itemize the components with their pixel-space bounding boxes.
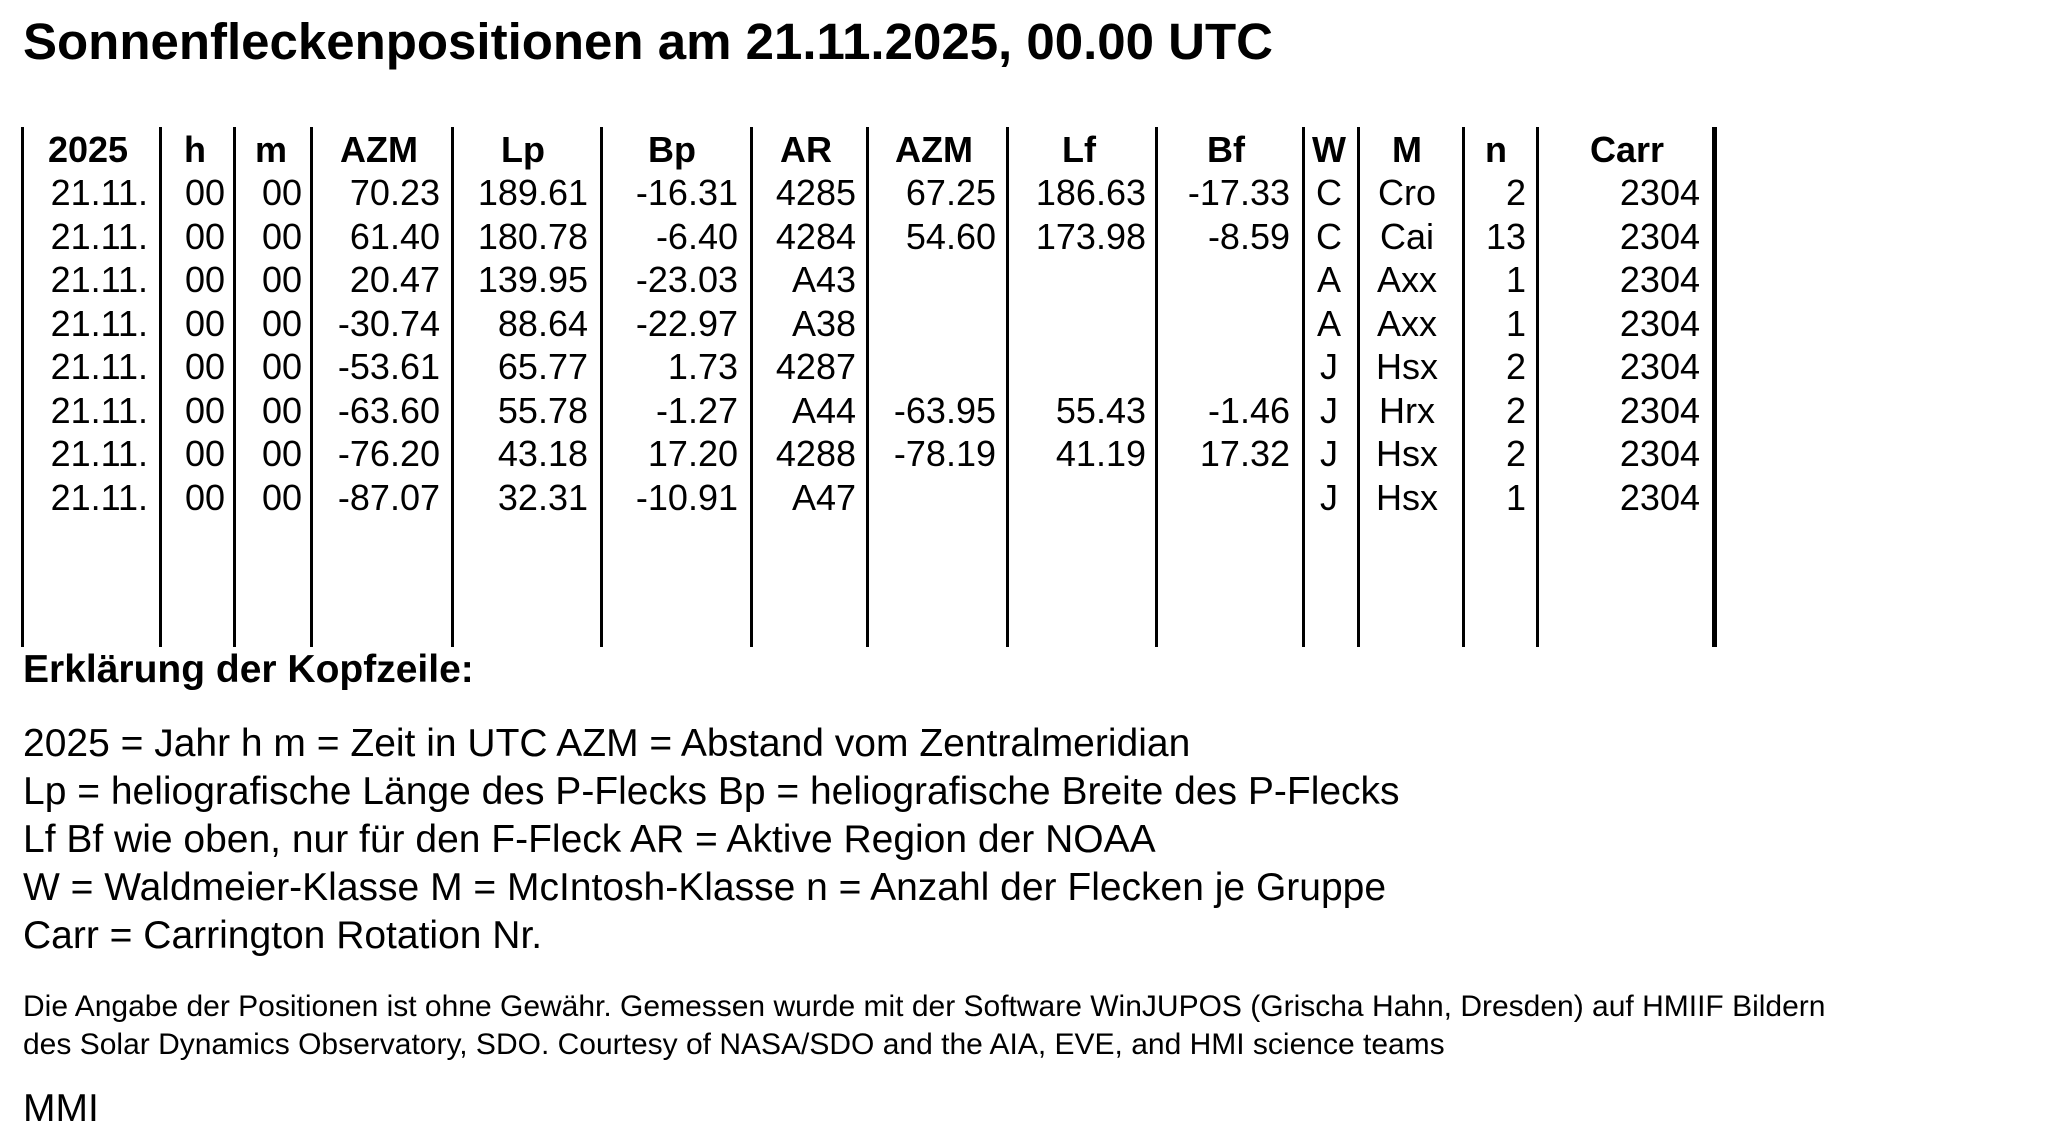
header-hour: h	[184, 129, 206, 170]
cell-carr: 2304	[1619, 346, 1700, 387]
cell-minute: 00	[261, 172, 302, 213]
cell-azm-f: -78.19	[893, 433, 996, 474]
cell-azm-f	[872, 345, 996, 388]
cell-lp: 55.78	[497, 389, 588, 431]
cell-lf	[1012, 258, 1146, 301]
cell-hour: 00	[184, 215, 225, 257]
header-bf: Bf	[1207, 129, 1245, 170]
header-carr: Carr	[1589, 129, 1665, 170]
header-ar: AR	[780, 129, 832, 170]
explanation-heading: Erklärung der Kopfzeile:	[23, 648, 474, 691]
column-divider	[1712, 127, 1717, 647]
cell-azm-f: 67.25	[905, 172, 996, 213]
cell-azm-p: -63.60	[337, 389, 440, 431]
cell-n: 2	[1505, 389, 1526, 431]
cell-carr: 2304	[1619, 433, 1700, 474]
cell-minute: 00	[261, 302, 302, 344]
cell-m: Hsx	[1376, 476, 1438, 518]
cell-minute: 00	[261, 259, 302, 300]
explanation-line: Carr = Carrington Rotation Nr.	[23, 914, 543, 957]
header-n: n	[1485, 129, 1507, 170]
header-azm-f: AZM	[895, 129, 973, 170]
cell-lf	[1012, 345, 1146, 388]
column-divider	[866, 127, 869, 647]
cell-bp: -23.03	[635, 259, 738, 300]
cell-minute: 00	[261, 346, 302, 387]
cell-azm-f	[872, 302, 996, 345]
cell-bp: -10.91	[635, 476, 738, 518]
cell-w: A	[1316, 302, 1341, 344]
cell-bp: -6.40	[655, 215, 738, 257]
cell-lp: 65.77	[497, 346, 588, 387]
cell-carr: 2304	[1619, 259, 1700, 300]
cell-lp: 32.31	[497, 476, 588, 518]
cell-lp: 189.61	[477, 172, 588, 213]
cell-hour: 00	[184, 389, 225, 431]
cell-year: 21.11.	[50, 389, 148, 431]
cell-w: J	[1320, 476, 1338, 518]
cell-lf: 41.19	[1055, 433, 1146, 474]
header-m: M	[1392, 129, 1422, 170]
disclaimer-line: Die Angabe der Positionen ist ohne Gewähr. Gemessen wurde mit der Software WinJUPOS (Grischa Hahn, Dresden) auf HMIIF Bildern	[23, 990, 1826, 1023]
cell-lf	[1012, 476, 1146, 519]
cell-year: 21.11.	[50, 346, 148, 387]
column-divider	[159, 127, 162, 647]
cell-n: 1	[1505, 476, 1526, 518]
cell-w: J	[1320, 346, 1338, 387]
cell-year: 21.11.	[50, 302, 148, 344]
header-w: W	[1312, 129, 1346, 170]
cell-n: 13	[1485, 215, 1526, 257]
cell-n: 1	[1505, 259, 1526, 300]
cell-m: Hsx	[1376, 433, 1438, 474]
cell-azm-p: -76.20	[337, 433, 440, 474]
cell-bf: 17.32	[1199, 433, 1290, 474]
column-divider	[600, 127, 603, 647]
header-bp: Bp	[648, 129, 696, 170]
cell-azm-f: 54.60	[905, 215, 996, 257]
cell-hour: 00	[184, 172, 225, 213]
cell-n: 2	[1505, 433, 1526, 474]
cell-w: C	[1316, 215, 1342, 257]
cell-lf: 173.98	[1035, 215, 1146, 257]
header-year: 2025	[47, 129, 129, 170]
header-lp: Lp	[501, 129, 545, 170]
cell-azm-p: 70.23	[349, 172, 440, 213]
cell-ar: A43	[791, 259, 856, 300]
cell-azm-p: -30.74	[337, 302, 440, 344]
cell-ar: 4287	[775, 346, 856, 387]
cell-azm-f	[872, 258, 996, 301]
cell-azm-p: 20.47	[349, 259, 440, 300]
cell-bf: -17.33	[1187, 172, 1290, 213]
cell-year: 21.11.	[50, 259, 148, 300]
cell-w: A	[1316, 259, 1341, 300]
cell-bf	[1162, 258, 1290, 301]
cell-bp: 17.20	[647, 433, 738, 474]
column-divider	[21, 127, 24, 647]
cell-w: C	[1316, 172, 1342, 213]
cell-bf: -1.46	[1207, 389, 1290, 431]
cell-bf: -8.59	[1207, 215, 1290, 257]
cell-azm-f: -63.95	[893, 389, 996, 431]
cell-m: Cro	[1377, 172, 1436, 213]
cell-bf	[1162, 476, 1290, 519]
header-azm-p: AZM	[340, 129, 418, 170]
cell-minute: 00	[261, 476, 302, 518]
cell-m: Hsx	[1376, 346, 1438, 387]
cell-bp: 1.73	[667, 346, 738, 387]
cell-hour: 00	[184, 346, 225, 387]
cell-m: Axx	[1376, 259, 1437, 300]
cell-azm-p: 61.40	[349, 215, 440, 257]
column-divider	[1462, 127, 1465, 647]
signature: MMI	[23, 1087, 99, 1130]
explanation-line: Lf Bf wie oben, nur für den F-Fleck AR = Aktive Region der NOAA	[23, 818, 1156, 861]
cell-carr: 2304	[1619, 172, 1700, 213]
cell-ar: A38	[791, 302, 856, 344]
column-divider	[1006, 127, 1009, 647]
header-minute: m	[254, 129, 287, 170]
cell-bp: -16.31	[635, 172, 738, 213]
explanation-line: Lp = heliografische Länge des P-Flecks Bp = heliografische Breite des P-Flecks	[23, 770, 1400, 813]
disclaimer-line: des Solar Dynamics Observatory, SDO. Courtesy of NASA/SDO and the AIA, EVE, and HMI science teams	[23, 1028, 1445, 1061]
cell-lf: 55.43	[1055, 389, 1146, 431]
cell-azm-p: -87.07	[337, 476, 440, 518]
cell-m: Axx	[1376, 302, 1437, 344]
cell-minute: 00	[261, 215, 302, 257]
column-divider	[1155, 127, 1158, 647]
cell-n: 2	[1505, 172, 1526, 213]
cell-carr: 2304	[1619, 302, 1700, 344]
cell-carr: 2304	[1619, 215, 1700, 257]
cell-ar: 4285	[775, 172, 856, 213]
cell-minute: 00	[261, 389, 302, 431]
explanation-line: 2025 = Jahr h m = Zeit in UTC AZM = Abstand vom Zentralmeridian	[23, 722, 1191, 765]
column-divider	[233, 127, 236, 647]
cell-w: J	[1320, 389, 1338, 431]
column-divider	[1536, 127, 1539, 647]
cell-hour: 00	[184, 259, 225, 300]
cell-minute: 00	[261, 433, 302, 474]
cell-carr: 2304	[1619, 389, 1700, 431]
cell-lf: 186.63	[1035, 172, 1146, 213]
cell-m: Hrx	[1379, 389, 1435, 431]
cell-lp: 43.18	[497, 433, 588, 474]
cell-year: 21.11.	[50, 476, 148, 518]
cell-bp: -1.27	[655, 389, 738, 431]
cell-n: 1	[1505, 302, 1526, 344]
explanation-line: W = Waldmeier-Klasse M = McIntosh-Klasse n = Anzahl der Flecken je Gruppe	[23, 866, 1387, 909]
column-divider	[1357, 127, 1360, 647]
cell-lp: 88.64	[497, 302, 588, 344]
cell-azm-f	[872, 476, 996, 519]
cell-ar: A44	[791, 389, 856, 431]
header-lf: Lf	[1062, 129, 1096, 170]
column-divider	[451, 127, 454, 647]
cell-year: 21.11.	[50, 215, 148, 257]
cell-hour: 00	[184, 433, 225, 474]
column-divider	[1302, 127, 1305, 647]
cell-n: 2	[1505, 346, 1526, 387]
page-title: Sonnenfleckenpositionen am 21.11.2025, 00.00 UTC	[23, 13, 1273, 70]
cell-year: 21.11.	[50, 433, 148, 474]
cell-ar: 4284	[775, 215, 856, 257]
cell-bf	[1162, 345, 1290, 388]
cell-azm-p: -53.61	[337, 346, 440, 387]
cell-lp: 180.78	[477, 215, 588, 257]
cell-hour: 00	[184, 302, 225, 344]
cell-ar: 4288	[775, 433, 856, 474]
cell-m: Cai	[1379, 215, 1435, 257]
cell-hour: 00	[184, 476, 225, 518]
cell-carr: 2304	[1619, 476, 1700, 518]
cell-year: 21.11.	[50, 172, 148, 213]
cell-lp: 139.95	[477, 259, 588, 300]
cell-w: J	[1320, 433, 1338, 474]
cell-ar: A47	[791, 476, 856, 518]
cell-bf	[1162, 302, 1290, 345]
column-divider	[750, 127, 753, 647]
cell-lf	[1012, 302, 1146, 345]
cell-bp: -22.97	[635, 302, 738, 344]
column-divider	[310, 127, 313, 647]
